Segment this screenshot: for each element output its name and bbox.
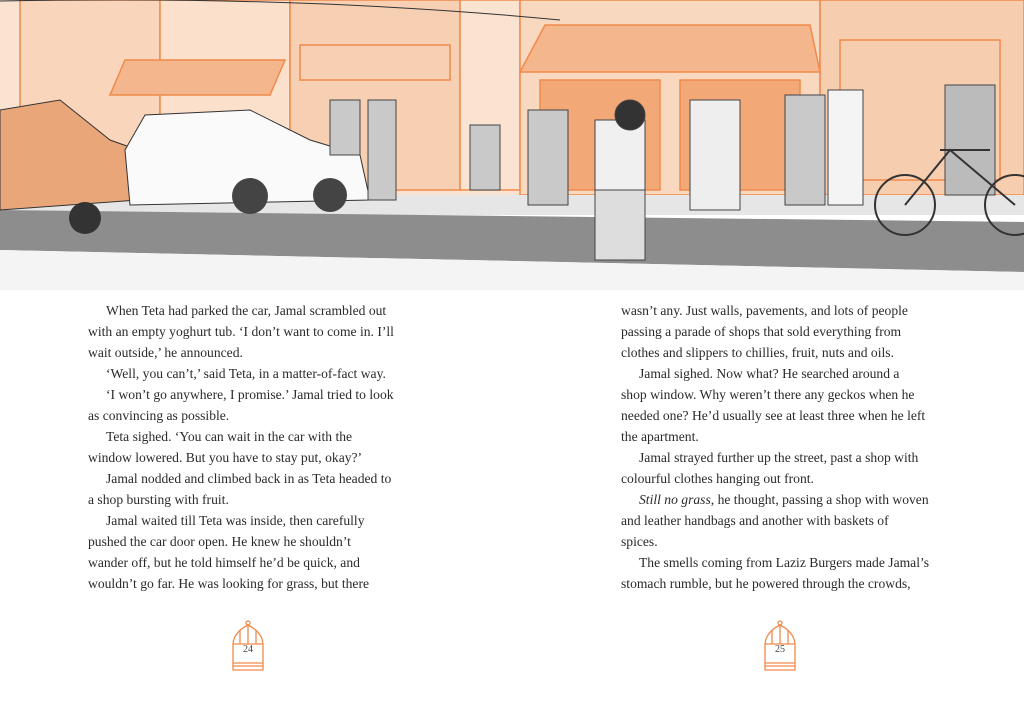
line-text: ‘I won’t go anywhere, I promise.’ Jamal tried to look (106, 387, 394, 402)
text-line (88, 363, 418, 384)
text-line (621, 321, 951, 342)
text-line (621, 300, 951, 321)
text-line (88, 300, 418, 321)
text-line (621, 405, 951, 426)
line-text: wasn’t any. Just walls, pavements, and lots of people (621, 303, 908, 318)
line-text: with an empty yoghurt tub. ‘I don’t want to come in. I’ll (88, 324, 394, 339)
text-line (88, 321, 418, 342)
text-line (621, 384, 951, 405)
text-line (621, 510, 951, 531)
text-line (88, 510, 418, 531)
text-line (88, 552, 418, 573)
line-text: wouldn’t go far. He was looking for grass, but there (88, 576, 370, 591)
page-number-left (230, 620, 266, 672)
line-text: Jamal sighed. Now what? He searched around a (639, 366, 900, 381)
street-scene-illustration (0, 0, 1024, 290)
line-text: Jamal strayed further up the street, past a shop with (639, 450, 919, 465)
line-text: colourful clothes hanging out front. (621, 471, 814, 486)
page-number: 24 (243, 644, 253, 655)
text-line (621, 342, 951, 363)
line-text: a shop bursting with fruit. (88, 492, 229, 507)
line-text: needed one? He’d usually see at least three when he left (621, 408, 926, 423)
line-text: wait outside,’ he announced. (88, 345, 243, 360)
line-text: clothes and slippers to chillies, fruit, nuts and oils. (621, 345, 894, 360)
line-text: passing a parade of shops that sold everything from (621, 324, 902, 339)
right-page-text (621, 300, 951, 594)
text-line (88, 405, 418, 426)
line-text: Teta sighed. ‘You can wait in the car with the (106, 429, 353, 444)
line-text: window lowered. But you have to stay put, okay?’ (88, 450, 363, 465)
line-text: stomach rumble, but he powered through the crowds, (621, 576, 911, 591)
text-line (621, 573, 951, 594)
text-line (621, 363, 951, 384)
line-text: The smells coming from Laziz Burgers made Jamal’s (639, 555, 930, 570)
text-line (621, 426, 951, 447)
text-line (88, 384, 418, 405)
text-line (621, 531, 951, 552)
line-text: Jamal nodded and climbed back in as Teta headed to (106, 471, 392, 486)
text-line (88, 468, 418, 489)
text-line (88, 342, 418, 363)
line-text: pushed the car door open. He knew he shouldn’t (88, 534, 351, 549)
text-line (621, 552, 951, 573)
text-line (621, 447, 951, 468)
line-text: the apartment. (621, 429, 699, 444)
text-line (621, 468, 951, 489)
text-line (88, 426, 418, 447)
line-text: , he thought, passing a shop with woven (710, 492, 929, 507)
text-line (88, 531, 418, 552)
line-text: Jamal waited till Teta was inside, then carefully (106, 513, 365, 528)
italic-text: Still no grass (639, 492, 711, 507)
line-text: wander off, but he told himself he’d be quick, and (88, 555, 360, 570)
text-line (88, 573, 418, 594)
text-line (88, 447, 418, 468)
left-page-text (88, 300, 418, 594)
line-text: ‘Well, you can’t,’ said Teta, in a matter-of-fact way. (106, 366, 386, 381)
text-line (621, 489, 951, 510)
line-text: spices. (621, 534, 658, 549)
page-number-right (762, 620, 798, 672)
text-line (88, 489, 418, 510)
page-number: 25 (775, 644, 785, 655)
line-text: and leather handbags and another with baskets of (621, 513, 889, 528)
line-text: When Teta had parked the car, Jamal scrambled out (106, 303, 387, 318)
line-text: as convincing as possible. (88, 408, 230, 423)
line-text: shop window. Why weren’t there any geckos when he (621, 387, 915, 402)
